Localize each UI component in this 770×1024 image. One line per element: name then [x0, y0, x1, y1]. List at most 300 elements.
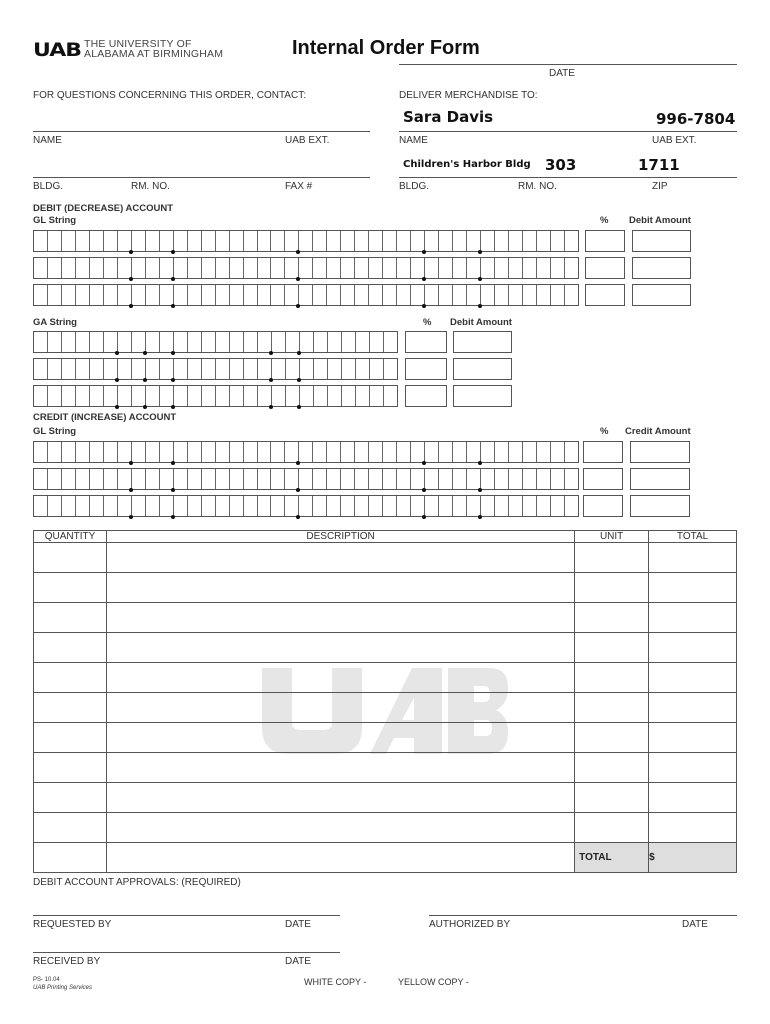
debit-gl-row[interactable]: [33, 284, 579, 306]
debit-gl-cell[interactable]: [565, 285, 578, 305]
credit-gl-cell[interactable]: [244, 442, 258, 462]
debit-gl-cell[interactable]: [439, 258, 453, 278]
unit-cell[interactable]: [575, 813, 649, 843]
credit-gl-cell[interactable]: [439, 496, 453, 516]
debit-ga-cell[interactable]: [104, 386, 118, 406]
credit-gl-cell[interactable]: [523, 469, 537, 489]
debit-gl-cell[interactable]: [174, 258, 188, 278]
debit-gl-cell[interactable]: [383, 258, 397, 278]
debit-gl-cell[interactable]: [48, 258, 62, 278]
credit-gl-cell[interactable]: [383, 469, 397, 489]
quantity-cell[interactable]: [34, 723, 107, 753]
debit-ga-cell[interactable]: [76, 332, 90, 352]
debit-gl-cell[interactable]: [202, 258, 216, 278]
credit-gl-cell[interactable]: [313, 442, 327, 462]
unit-cell[interactable]: [575, 543, 649, 573]
credit-gl-cell[interactable]: [509, 442, 523, 462]
debit-gl-cell[interactable]: [146, 231, 160, 251]
debit-ga-cell[interactable]: [356, 332, 370, 352]
credit-gl-cell[interactable]: [132, 442, 146, 462]
debit-gl-cell[interactable]: [327, 285, 341, 305]
debit-gl-cell[interactable]: [355, 231, 369, 251]
debit-gl-cell[interactable]: [355, 285, 369, 305]
debit-gl-cell[interactable]: [509, 231, 523, 251]
debit-ga-cell[interactable]: [90, 359, 104, 379]
received-by-line[interactable]: [33, 952, 340, 953]
credit-gl-cell[interactable]: [230, 469, 244, 489]
debit-gl-amount-box[interactable]: [632, 257, 691, 279]
debit-gl-cell[interactable]: [453, 285, 467, 305]
debit-gl-cell[interactable]: [523, 258, 537, 278]
debit-ga-cell[interactable]: [202, 332, 216, 352]
debit-ga-cell[interactable]: [202, 359, 216, 379]
debit-gl-cell[interactable]: [258, 231, 272, 251]
debit-ga-cell[interactable]: [258, 359, 272, 379]
credit-gl-cell[interactable]: [537, 496, 551, 516]
debit-ga-cell[interactable]: [244, 359, 258, 379]
debit-gl-cell[interactable]: [341, 285, 355, 305]
credit-gl-cell[interactable]: [565, 442, 578, 462]
description-cell[interactable]: [106, 633, 574, 663]
credit-gl-cell[interactable]: [537, 442, 551, 462]
debit-ga-cell[interactable]: [272, 332, 286, 352]
debit-gl-cell[interactable]: [341, 231, 355, 251]
credit-gl-cell[interactable]: [551, 496, 565, 516]
credit-gl-cell[interactable]: [146, 469, 160, 489]
unit-cell[interactable]: [575, 603, 649, 633]
debit-ga-cell[interactable]: [342, 332, 356, 352]
description-cell[interactable]: [106, 573, 574, 603]
credit-gl-cell[interactable]: [467, 496, 481, 516]
debit-gl-cell[interactable]: [369, 285, 383, 305]
requested-by-line[interactable]: [33, 915, 340, 916]
deliver-rm-value[interactable]: 303: [545, 156, 577, 174]
total-cell[interactable]: [649, 603, 737, 633]
credit-gl-cell[interactable]: [369, 442, 383, 462]
debit-gl-cell[interactable]: [90, 231, 104, 251]
credit-gl-cell[interactable]: [425, 469, 439, 489]
credit-gl-cell[interactable]: [397, 442, 411, 462]
debit-gl-cell[interactable]: [104, 231, 118, 251]
debit-ga-cell[interactable]: [76, 386, 90, 406]
debit-gl-cell[interactable]: [202, 285, 216, 305]
credit-gl-row[interactable]: [33, 441, 579, 463]
debit-ga-cell[interactable]: [132, 386, 146, 406]
debit-gl-cell[interactable]: [271, 285, 285, 305]
debit-ga-cell[interactable]: [342, 386, 356, 406]
credit-gl-cell[interactable]: [397, 496, 411, 516]
credit-gl-cell[interactable]: [34, 496, 48, 516]
debit-gl-cell[interactable]: [160, 231, 174, 251]
debit-ga-cell[interactable]: [118, 359, 132, 379]
credit-gl-cell[interactable]: [425, 442, 439, 462]
debit-gl-cell[interactable]: [495, 285, 509, 305]
debit-ga-cell[interactable]: [48, 332, 62, 352]
debit-gl-cell[interactable]: [90, 258, 104, 278]
debit-gl-percent-box[interactable]: [585, 257, 625, 279]
total-cell[interactable]: [649, 783, 737, 813]
debit-gl-cell[interactable]: [523, 231, 537, 251]
quantity-cell[interactable]: [34, 843, 107, 873]
debit-gl-cell[interactable]: [174, 231, 188, 251]
debit-gl-cell[interactable]: [258, 285, 272, 305]
debit-gl-cell[interactable]: [313, 285, 327, 305]
deliver-zip-value[interactable]: 1711: [638, 156, 680, 174]
credit-gl-cell[interactable]: [216, 469, 230, 489]
debit-gl-cell[interactable]: [104, 258, 118, 278]
debit-gl-cell[interactable]: [537, 285, 551, 305]
credit-gl-cell[interactable]: [188, 469, 202, 489]
credit-gl-cell[interactable]: [411, 442, 425, 462]
quantity-cell[interactable]: [34, 813, 107, 843]
debit-gl-cell[interactable]: [118, 258, 132, 278]
deliver-bldg-value[interactable]: Children's Harbor Bldg: [403, 159, 531, 170]
credit-gl-cell[interactable]: [355, 496, 369, 516]
credit-gl-cell[interactable]: [453, 442, 467, 462]
total-cell[interactable]: [649, 813, 737, 843]
credit-gl-cell[interactable]: [299, 442, 313, 462]
debit-ga-cell[interactable]: [34, 332, 48, 352]
debit-gl-cell[interactable]: [551, 231, 565, 251]
debit-gl-cell[interactable]: [285, 231, 299, 251]
debit-gl-cell[interactable]: [62, 258, 76, 278]
debit-gl-cell[interactable]: [230, 285, 244, 305]
debit-ga-cell[interactable]: [342, 359, 356, 379]
debit-ga-percent-box[interactable]: [405, 385, 447, 407]
debit-gl-cell[interactable]: [481, 258, 495, 278]
debit-gl-cell[interactable]: [174, 285, 188, 305]
credit-gl-cell[interactable]: [34, 469, 48, 489]
debit-ga-cell[interactable]: [48, 359, 62, 379]
description-cell[interactable]: [106, 603, 574, 633]
debit-gl-cell[interactable]: [76, 231, 90, 251]
credit-gl-cell[interactable]: [565, 469, 578, 489]
credit-gl-cell[interactable]: [76, 496, 90, 516]
debit-ga-cell[interactable]: [216, 332, 230, 352]
debit-ga-cell[interactable]: [300, 332, 314, 352]
credit-gl-cell[interactable]: [202, 442, 216, 462]
debit-ga-amount-box[interactable]: [453, 385, 512, 407]
credit-gl-cell[interactable]: [118, 442, 132, 462]
credit-gl-cell[interactable]: [313, 469, 327, 489]
debit-ga-cell[interactable]: [188, 332, 202, 352]
debit-ga-cell[interactable]: [132, 359, 146, 379]
contact-name-line[interactable]: [33, 131, 370, 132]
debit-ga-cell[interactable]: [272, 386, 286, 406]
debit-ga-cell[interactable]: [328, 359, 342, 379]
debit-gl-cell[interactable]: [313, 231, 327, 251]
debit-gl-cell[interactable]: [62, 231, 76, 251]
debit-gl-percent-box[interactable]: [585, 284, 625, 306]
debit-gl-cell[interactable]: [230, 258, 244, 278]
debit-gl-cell[interactable]: [216, 231, 230, 251]
credit-gl-cell[interactable]: [411, 496, 425, 516]
credit-gl-cell[interactable]: [48, 469, 62, 489]
debit-ga-cell[interactable]: [230, 359, 244, 379]
debit-gl-cell[interactable]: [397, 285, 411, 305]
credit-gl-cell[interactable]: [299, 496, 313, 516]
debit-gl-cell[interactable]: [523, 285, 537, 305]
debit-gl-cell[interactable]: [439, 285, 453, 305]
debit-gl-amount-box[interactable]: [632, 284, 691, 306]
credit-gl-cell[interactable]: [509, 496, 523, 516]
debit-gl-cell[interactable]: [411, 231, 425, 251]
debit-ga-cell[interactable]: [62, 359, 76, 379]
credit-gl-cell[interactable]: [565, 496, 578, 516]
credit-gl-cell[interactable]: [453, 496, 467, 516]
description-cell[interactable]: [106, 813, 574, 843]
credit-gl-cell[interactable]: [537, 469, 551, 489]
debit-ga-cell[interactable]: [160, 386, 174, 406]
credit-gl-cell[interactable]: [90, 442, 104, 462]
debit-ga-cell[interactable]: [258, 332, 272, 352]
credit-gl-cell[interactable]: [76, 442, 90, 462]
credit-gl-cell[interactable]: [90, 496, 104, 516]
debit-gl-cell[interactable]: [62, 285, 76, 305]
debit-ga-cell[interactable]: [314, 332, 328, 352]
debit-gl-cell[interactable]: [271, 231, 285, 251]
debit-ga-cell[interactable]: [384, 386, 397, 406]
debit-gl-cell[interactable]: [118, 231, 132, 251]
debit-gl-cell[interactable]: [495, 231, 509, 251]
unit-cell[interactable]: [575, 693, 649, 723]
debit-gl-cell[interactable]: [188, 285, 202, 305]
deliver-ext-value[interactable]: 996-7804: [656, 110, 736, 128]
debit-gl-cell[interactable]: [34, 285, 48, 305]
debit-gl-cell[interactable]: [188, 258, 202, 278]
debit-ga-cell[interactable]: [104, 332, 118, 352]
credit-gl-cell[interactable]: [355, 469, 369, 489]
credit-gl-cell[interactable]: [313, 496, 327, 516]
quantity-cell[interactable]: [34, 543, 107, 573]
debit-ga-cell[interactable]: [272, 359, 286, 379]
credit-gl-cell[interactable]: [160, 469, 174, 489]
debit-gl-cell[interactable]: [537, 231, 551, 251]
credit-gl-cell[interactable]: [439, 442, 453, 462]
debit-ga-cell[interactable]: [314, 359, 328, 379]
debit-gl-cell[interactable]: [258, 258, 272, 278]
date-line[interactable]: [399, 64, 737, 65]
debit-ga-cell[interactable]: [328, 332, 342, 352]
credit-gl-cell[interactable]: [327, 496, 341, 516]
credit-gl-cell[interactable]: [132, 469, 146, 489]
credit-gl-cell[interactable]: [188, 496, 202, 516]
debit-gl-cell[interactable]: [244, 258, 258, 278]
debit-ga-cell[interactable]: [90, 332, 104, 352]
debit-gl-cell[interactable]: [34, 231, 48, 251]
debit-gl-cell[interactable]: [146, 285, 160, 305]
credit-gl-percent-box[interactable]: [583, 495, 623, 517]
debit-ga-cell[interactable]: [174, 359, 188, 379]
unit-cell[interactable]: [575, 783, 649, 813]
credit-gl-cell[interactable]: [258, 442, 272, 462]
debit-gl-cell[interactable]: [244, 231, 258, 251]
unit-cell[interactable]: [575, 663, 649, 693]
debit-gl-cell[interactable]: [509, 258, 523, 278]
debit-ga-cell[interactable]: [202, 386, 216, 406]
credit-gl-cell[interactable]: [34, 442, 48, 462]
credit-gl-cell[interactable]: [383, 442, 397, 462]
debit-gl-cell[interactable]: [160, 258, 174, 278]
debit-gl-cell[interactable]: [299, 258, 313, 278]
credit-gl-amount-box[interactable]: [630, 468, 690, 490]
credit-gl-cell[interactable]: [62, 469, 76, 489]
credit-gl-cell[interactable]: [244, 496, 258, 516]
debit-ga-cell[interactable]: [90, 386, 104, 406]
debit-gl-cell[interactable]: [244, 285, 258, 305]
debit-ga-cell[interactable]: [118, 386, 132, 406]
debit-ga-cell[interactable]: [146, 386, 160, 406]
debit-gl-cell[interactable]: [216, 258, 230, 278]
debit-ga-cell[interactable]: [216, 359, 230, 379]
debit-ga-cell[interactable]: [314, 386, 328, 406]
debit-ga-row[interactable]: [33, 358, 398, 380]
unit-cell[interactable]: [575, 753, 649, 783]
credit-gl-cell[interactable]: [188, 442, 202, 462]
debit-gl-cell[interactable]: [160, 285, 174, 305]
credit-gl-cell[interactable]: [551, 442, 565, 462]
credit-gl-cell[interactable]: [48, 496, 62, 516]
credit-gl-cell[interactable]: [160, 496, 174, 516]
debit-ga-cell[interactable]: [188, 386, 202, 406]
credit-gl-cell[interactable]: [299, 469, 313, 489]
debit-gl-cell[interactable]: [313, 258, 327, 278]
debit-gl-cell[interactable]: [383, 285, 397, 305]
debit-ga-cell[interactable]: [62, 386, 76, 406]
description-cell[interactable]: [106, 783, 574, 813]
debit-ga-cell[interactable]: [258, 386, 272, 406]
debit-ga-cell[interactable]: [286, 332, 300, 352]
debit-ga-cell[interactable]: [146, 332, 160, 352]
debit-gl-cell[interactable]: [383, 231, 397, 251]
debit-gl-amount-box[interactable]: [632, 230, 691, 252]
debit-ga-cell[interactable]: [328, 386, 342, 406]
credit-gl-cell[interactable]: [258, 496, 272, 516]
debit-gl-row[interactable]: [33, 257, 579, 279]
credit-gl-cell[interactable]: [327, 442, 341, 462]
debit-ga-cell[interactable]: [118, 332, 132, 352]
credit-gl-cell[interactable]: [76, 469, 90, 489]
debit-gl-cell[interactable]: [565, 258, 578, 278]
debit-gl-cell[interactable]: [132, 285, 146, 305]
debit-ga-cell[interactable]: [286, 359, 300, 379]
credit-gl-percent-box[interactable]: [583, 468, 623, 490]
debit-ga-cell[interactable]: [160, 332, 174, 352]
quantity-cell[interactable]: [34, 783, 107, 813]
credit-gl-row[interactable]: [33, 468, 579, 490]
debit-gl-cell[interactable]: [76, 258, 90, 278]
credit-gl-cell[interactable]: [160, 442, 174, 462]
credit-gl-cell[interactable]: [118, 469, 132, 489]
credit-gl-cell[interactable]: [216, 442, 230, 462]
debit-ga-cell[interactable]: [300, 359, 314, 379]
debit-gl-cell[interactable]: [397, 231, 411, 251]
debit-gl-cell[interactable]: [397, 258, 411, 278]
debit-ga-amount-box[interactable]: [453, 331, 512, 353]
debit-gl-cell[interactable]: [425, 285, 439, 305]
quantity-cell[interactable]: [34, 663, 107, 693]
debit-ga-cell[interactable]: [160, 359, 174, 379]
debit-ga-cell[interactable]: [216, 386, 230, 406]
debit-gl-cell[interactable]: [369, 258, 383, 278]
debit-ga-amount-box[interactable]: [453, 358, 512, 380]
debit-ga-cell[interactable]: [370, 359, 384, 379]
debit-gl-cell[interactable]: [327, 258, 341, 278]
debit-ga-cell[interactable]: [286, 386, 300, 406]
unit-cell[interactable]: [575, 723, 649, 753]
credit-gl-cell[interactable]: [271, 442, 285, 462]
credit-gl-cell[interactable]: [174, 469, 188, 489]
credit-gl-cell[interactable]: [62, 442, 76, 462]
debit-ga-cell[interactable]: [174, 332, 188, 352]
credit-gl-cell[interactable]: [509, 469, 523, 489]
debit-gl-cell[interactable]: [34, 258, 48, 278]
credit-gl-cell[interactable]: [425, 496, 439, 516]
debit-gl-cell[interactable]: [411, 285, 425, 305]
debit-gl-cell[interactable]: [411, 258, 425, 278]
quantity-cell[interactable]: [34, 753, 107, 783]
credit-gl-cell[interactable]: [202, 496, 216, 516]
credit-gl-cell[interactable]: [341, 442, 355, 462]
grand-total-cell[interactable]: [649, 843, 737, 873]
debit-gl-cell[interactable]: [467, 231, 481, 251]
debit-gl-cell[interactable]: [453, 258, 467, 278]
unit-cell[interactable]: [575, 573, 649, 603]
debit-gl-cell[interactable]: [132, 231, 146, 251]
debit-gl-cell[interactable]: [551, 285, 565, 305]
credit-gl-percent-box[interactable]: [583, 441, 623, 463]
credit-gl-cell[interactable]: [104, 442, 118, 462]
credit-gl-cell[interactable]: [146, 442, 160, 462]
debit-gl-cell[interactable]: [355, 258, 369, 278]
debit-gl-cell[interactable]: [202, 231, 216, 251]
credit-gl-cell[interactable]: [411, 469, 425, 489]
debit-ga-cell[interactable]: [384, 359, 397, 379]
description-cell[interactable]: [106, 663, 574, 693]
debit-gl-cell[interactable]: [551, 258, 565, 278]
debit-ga-cell[interactable]: [104, 359, 118, 379]
credit-gl-cell[interactable]: [90, 469, 104, 489]
credit-gl-cell[interactable]: [341, 469, 355, 489]
debit-ga-cell[interactable]: [384, 332, 397, 352]
credit-gl-cell[interactable]: [216, 496, 230, 516]
debit-ga-row[interactable]: [33, 331, 398, 353]
debit-ga-cell[interactable]: [188, 359, 202, 379]
credit-gl-cell[interactable]: [453, 469, 467, 489]
credit-gl-cell[interactable]: [551, 469, 565, 489]
credit-gl-cell[interactable]: [146, 496, 160, 516]
total-cell[interactable]: [649, 573, 737, 603]
debit-gl-cell[interactable]: [439, 231, 453, 251]
total-cell[interactable]: [649, 693, 737, 723]
authorized-by-line[interactable]: [429, 915, 737, 916]
debit-gl-cell[interactable]: [48, 285, 62, 305]
debit-ga-cell[interactable]: [230, 332, 244, 352]
debit-gl-cell[interactable]: [369, 231, 383, 251]
debit-ga-cell[interactable]: [356, 386, 370, 406]
debit-gl-cell[interactable]: [285, 258, 299, 278]
debit-gl-cell[interactable]: [481, 285, 495, 305]
credit-gl-cell[interactable]: [439, 469, 453, 489]
quantity-cell[interactable]: [34, 603, 107, 633]
debit-ga-cell[interactable]: [230, 386, 244, 406]
debit-ga-cell[interactable]: [146, 359, 160, 379]
credit-gl-cell[interactable]: [230, 442, 244, 462]
debit-ga-cell[interactable]: [132, 332, 146, 352]
debit-gl-cell[interactable]: [467, 285, 481, 305]
debit-gl-cell[interactable]: [467, 258, 481, 278]
total-cell[interactable]: [649, 753, 737, 783]
